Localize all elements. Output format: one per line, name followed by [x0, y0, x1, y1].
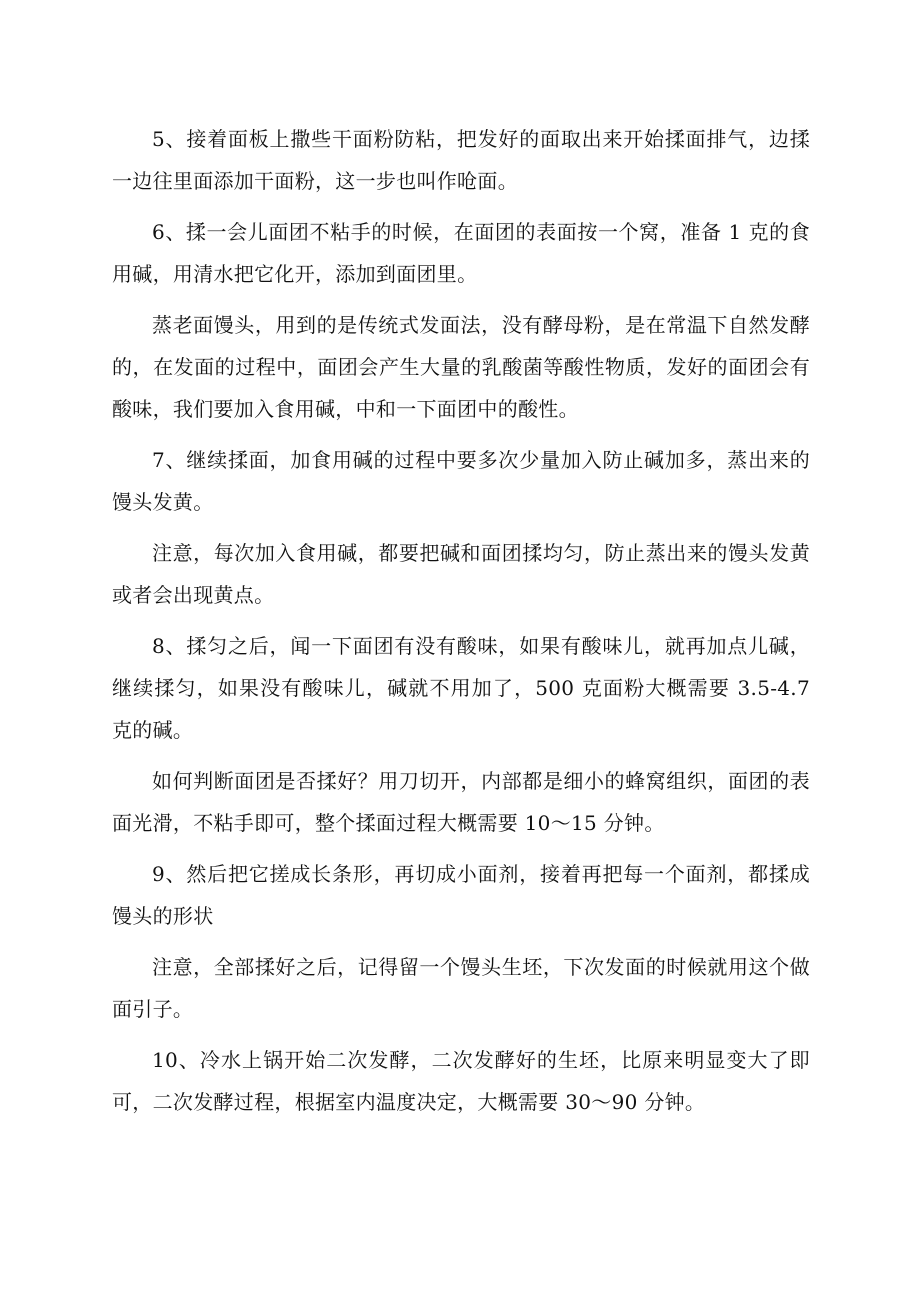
paragraph-step-9: 9、然后把它搓成长条形，再切成小面剂，接着再把每一个面剂，都揉成馒头的形状	[112, 862, 810, 928]
paragraph-step-7: 7、继续揉面，加食用碱的过程中要多次少量加入防止碱加多，蒸出来的馒头发黄。	[112, 448, 810, 514]
paragraph-note-starter: 注意，全部揉好之后，记得留一个馒头生坯，下次发面的时候就用这个做面引子。	[112, 955, 810, 1021]
paragraph-step-8: 8、揉匀之后，闻一下面团有没有酸味，如果有酸味儿，就再加点儿碱，继续揉匀，如果没有酸味儿，碱就不用加了，500 克面粉大概需要 3.5-4.7 克的碱。	[112, 634, 810, 742]
paragraph-step-5: 5、接着面板上撒些干面粉防粘，把发好的面取出来开始揉面排气，边揉一边往里面添加干面粉，这一步也叫作呛面。	[112, 127, 810, 193]
paragraph-note-alkali: 注意，每次加入食用碱，都要把碱和面团揉均匀，防止蒸出来的馒头发黄或者会出现黄点。	[112, 541, 810, 607]
paragraph-note-traditional-method: 蒸老面馒头，用到的是传统式发面法，没有酵母粉，是在常温下自然发酵的，在发面的过程中，面团会产生大量的乳酸菌等酸性物质，发好的面团会有酸味，我们要加入食用碱，中和一下面团中的酸性。	[112, 313, 810, 421]
paragraph-step-6: 6、揉一会儿面团不粘手的时候，在面团的表面按一个窝，准备 1 克的食用碱，用清水把它化开，添加到面团里。	[112, 220, 810, 286]
paragraph-step-10: 10、冷水上锅开始二次发酵，二次发酵好的生坯，比原来明显变大了即可，二次发酵过程，根据室内温度决定，大概需要 30～90 分钟。	[112, 1048, 810, 1114]
paragraph-note-kneading-check: 如何判断面团是否揉好？用刀切开，内部都是细小的蜂窝组织，面团的表面光滑，不粘手即可，整个揉面过程大概需要 10～15 分钟。	[112, 769, 810, 835]
